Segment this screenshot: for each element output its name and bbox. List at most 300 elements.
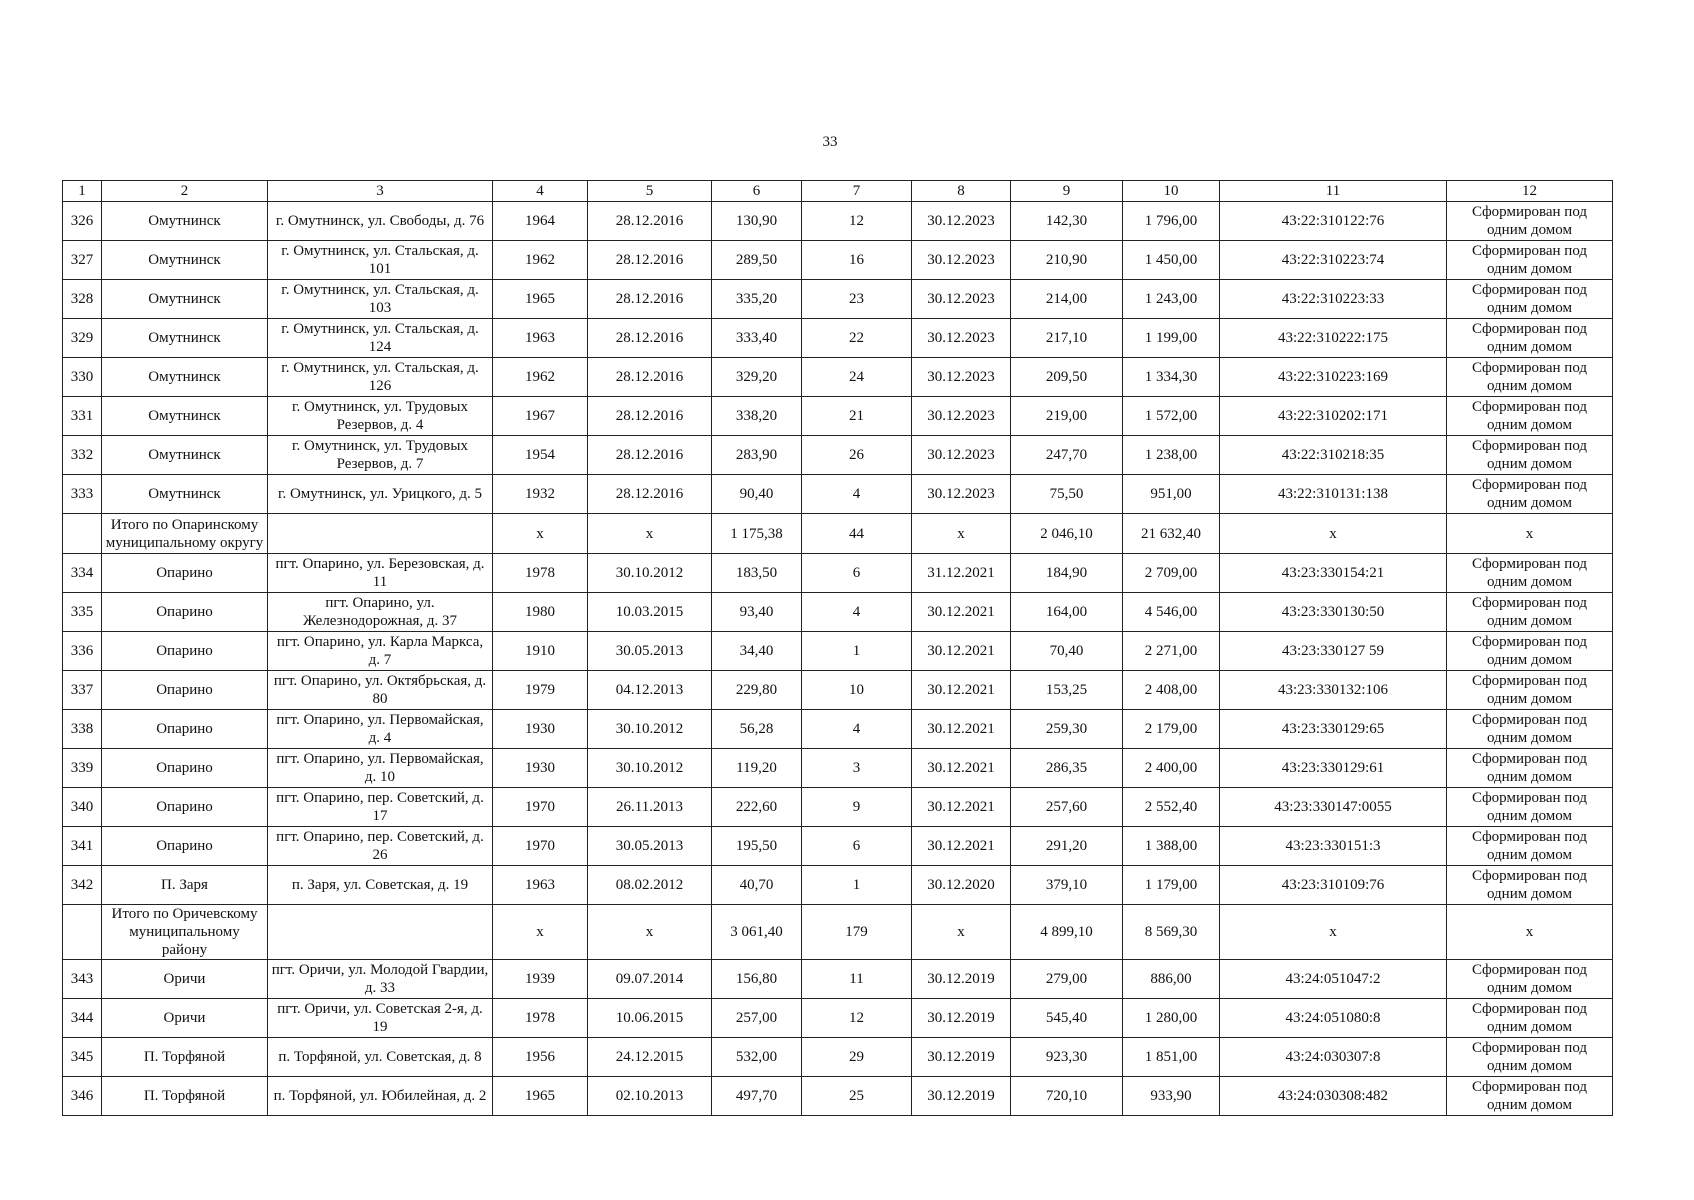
cell-count: 3: [802, 749, 912, 788]
cell-area: 329,20: [712, 358, 802, 397]
cell-settlement: Опарино: [102, 632, 268, 671]
cell-land-area: 1 243,00: [1123, 280, 1220, 319]
table-row: [63, 827, 1613, 866]
cell-year: 1930: [493, 749, 588, 788]
cell-deadline: 30.12.2019: [912, 960, 1011, 999]
column-number: 4: [493, 181, 588, 202]
cell-land-area: 1 334,30: [1123, 358, 1220, 397]
cell-count: 4: [802, 710, 912, 749]
cell-address: пгт. Оричи, ул. Молодой Гвардии, д. 33: [268, 960, 493, 999]
cell-status: Сформирован под одним домом: [1447, 866, 1613, 905]
table-row: [63, 749, 1613, 788]
cell-row-number: 334: [63, 554, 102, 593]
column-number: 7: [802, 181, 912, 202]
cell-row-number: [63, 514, 102, 554]
cell-count: 22: [802, 319, 912, 358]
cell-deadline: 31.12.2021: [912, 554, 1011, 593]
column-number: 12: [1447, 181, 1613, 202]
cell-cadastral-number: 43:22:310131:138: [1220, 475, 1447, 514]
cell-row-number: 338: [63, 710, 102, 749]
cell-settlement: Опарино: [102, 749, 268, 788]
cell-area-2: 279,00: [1011, 960, 1123, 999]
cell-deadline: 30.12.2023: [912, 436, 1011, 475]
cell-row-number: 346: [63, 1077, 102, 1116]
cell-deadline: х: [912, 514, 1011, 554]
cell-area-2: 219,00: [1011, 397, 1123, 436]
cell-settlement: Омутнинск: [102, 319, 268, 358]
table-row: [63, 202, 1613, 241]
cell-area-2: 4 899,10: [1011, 905, 1123, 960]
cell-cadastral-number: 43:22:310218:35: [1220, 436, 1447, 475]
cell-row-number: 326: [63, 202, 102, 241]
cell-count: 23: [802, 280, 912, 319]
cell-address: [268, 514, 493, 554]
cell-land-area: 1 796,00: [1123, 202, 1220, 241]
cell-cadastral-number: 43:24:051080:8: [1220, 999, 1447, 1038]
cell-deadline: 30.12.2021: [912, 827, 1011, 866]
cell-count: 25: [802, 1077, 912, 1116]
cell-area-2: 291,20: [1011, 827, 1123, 866]
cell-deadline: 30.12.2021: [912, 749, 1011, 788]
cell-area-2: 379,10: [1011, 866, 1123, 905]
cell-status: Сформирован под одним домом: [1447, 960, 1613, 999]
cell-status: х: [1447, 514, 1613, 554]
cell-status: Сформирован под одним домом: [1447, 475, 1613, 514]
cell-land-area: 1 450,00: [1123, 241, 1220, 280]
cell-area: 229,80: [712, 671, 802, 710]
table-row: [63, 475, 1613, 514]
cell-area-2: 545,40: [1011, 999, 1123, 1038]
cell-address: пгт. Опарино, ул. Первомайская, д. 10: [268, 749, 493, 788]
cell-year: 1932: [493, 475, 588, 514]
register-table: [62, 180, 1613, 1116]
cell-year: 1962: [493, 358, 588, 397]
cell-date: 28.12.2016: [588, 319, 712, 358]
cell-date: 28.12.2016: [588, 475, 712, 514]
cell-area-2: 70,40: [1011, 632, 1123, 671]
subtotal-row: [63, 514, 1613, 554]
cell-row-number: 329: [63, 319, 102, 358]
cell-date: х: [588, 905, 712, 960]
cell-date: 30.10.2012: [588, 554, 712, 593]
cell-settlement: Опарино: [102, 671, 268, 710]
column-number: 6: [712, 181, 802, 202]
table-row: [63, 554, 1613, 593]
table-row: [63, 319, 1613, 358]
cell-area-2: 210,90: [1011, 241, 1123, 280]
table-row: [63, 671, 1613, 710]
cell-settlement: Оричи: [102, 999, 268, 1038]
cell-cadastral-number: 43:22:310223:33: [1220, 280, 1447, 319]
cell-date: 28.12.2016: [588, 358, 712, 397]
cell-area-2: 259,30: [1011, 710, 1123, 749]
cell-status: Сформирован под одним домом: [1447, 999, 1613, 1038]
cell-cadastral-number: х: [1220, 514, 1447, 554]
cell-settlement: Омутнинск: [102, 475, 268, 514]
cell-deadline: 30.12.2019: [912, 999, 1011, 1038]
cell-land-area: 2 179,00: [1123, 710, 1220, 749]
cell-date: 08.02.2012: [588, 866, 712, 905]
table-row: [63, 358, 1613, 397]
cell-date: 30.05.2013: [588, 632, 712, 671]
cell-status: Сформирован под одним домом: [1447, 397, 1613, 436]
cell-settlement: Опарино: [102, 710, 268, 749]
cell-area-2: 286,35: [1011, 749, 1123, 788]
cell-settlement: Омутнинск: [102, 436, 268, 475]
cell-row-number: [63, 905, 102, 960]
cell-date: 28.12.2016: [588, 436, 712, 475]
cell-deadline: 30.12.2023: [912, 358, 1011, 397]
cell-year: 1962: [493, 241, 588, 280]
cell-settlement: П. Торфяной: [102, 1077, 268, 1116]
cell-area-2: 923,30: [1011, 1038, 1123, 1077]
cell-area: 183,50: [712, 554, 802, 593]
cell-status: Сформирован под одним домом: [1447, 319, 1613, 358]
cell-land-area: 8 569,30: [1123, 905, 1220, 960]
cell-row-number: 330: [63, 358, 102, 397]
cell-cadastral-number: 43:22:310222:175: [1220, 319, 1447, 358]
cell-address: г. Омутнинск, ул. Трудовых Резервов, д. 7: [268, 436, 493, 475]
cell-count: 26: [802, 436, 912, 475]
subtotal-row: [63, 905, 1613, 960]
cell-address: пгт. Опарино, ул. Березовская, д. 11: [268, 554, 493, 593]
cell-settlement: Опарино: [102, 554, 268, 593]
cell-area: 119,20: [712, 749, 802, 788]
cell-settlement: П. Торфяной: [102, 1038, 268, 1077]
cell-address: г. Омутнинск, ул. Урицкого, д. 5: [268, 475, 493, 514]
cell-area: 333,40: [712, 319, 802, 358]
cell-count: 16: [802, 241, 912, 280]
cell-cadastral-number: х: [1220, 905, 1447, 960]
cell-date: 30.05.2013: [588, 827, 712, 866]
cell-count: 1: [802, 632, 912, 671]
cell-year: 1956: [493, 1038, 588, 1077]
cell-year: 1965: [493, 280, 588, 319]
cell-land-area: 1 238,00: [1123, 436, 1220, 475]
cell-address: пгт. Оричи, ул. Советская 2-я, д. 19: [268, 999, 493, 1038]
cell-year: 1954: [493, 436, 588, 475]
table-row: [63, 1038, 1613, 1077]
cell-address: г. Омутнинск, ул. Стальская, д. 101: [268, 241, 493, 280]
cell-land-area: 1 199,00: [1123, 319, 1220, 358]
table-row: [63, 960, 1613, 999]
table-row: [63, 593, 1613, 632]
cell-row-number: 339: [63, 749, 102, 788]
cell-row-number: 345: [63, 1038, 102, 1077]
cell-deadline: 30.12.2019: [912, 1077, 1011, 1116]
cell-cadastral-number: 43:23:330129:65: [1220, 710, 1447, 749]
cell-count: 12: [802, 999, 912, 1038]
cell-address: пгт. Опарино, ул. Октябрьская, д. 80: [268, 671, 493, 710]
cell-area: 40,70: [712, 866, 802, 905]
cell-status: Сформирован под одним домом: [1447, 554, 1613, 593]
column-number: 5: [588, 181, 712, 202]
cell-status: Сформирован под одним домом: [1447, 749, 1613, 788]
cell-address: п. Торфяной, ул. Советская, д. 8: [268, 1038, 493, 1077]
cell-deadline: 30.12.2023: [912, 241, 1011, 280]
cell-area-2: 184,90: [1011, 554, 1123, 593]
cell-land-area: 951,00: [1123, 475, 1220, 514]
cell-address: г. Омутнинск, ул. Стальская, д. 126: [268, 358, 493, 397]
column-number: 10: [1123, 181, 1220, 202]
table-row: [63, 632, 1613, 671]
column-number: 1: [63, 181, 102, 202]
cell-year: 1970: [493, 827, 588, 866]
column-number: 8: [912, 181, 1011, 202]
cell-row-number: 328: [63, 280, 102, 319]
cell-count: 10: [802, 671, 912, 710]
cell-deadline: 30.12.2023: [912, 280, 1011, 319]
cell-count: 179: [802, 905, 912, 960]
cell-row-number: 333: [63, 475, 102, 514]
cell-count: 11: [802, 960, 912, 999]
cell-settlement: Итого по Оричевскому муниципальному району: [102, 905, 268, 960]
cell-area: 222,60: [712, 788, 802, 827]
cell-date: 28.12.2016: [588, 202, 712, 241]
cell-area: 283,90: [712, 436, 802, 475]
cell-row-number: 331: [63, 397, 102, 436]
cell-area-2: 2 046,10: [1011, 514, 1123, 554]
cell-year: 1963: [493, 319, 588, 358]
cell-area-2: 257,60: [1011, 788, 1123, 827]
cell-row-number: 340: [63, 788, 102, 827]
cell-status: Сформирован под одним домом: [1447, 1077, 1613, 1116]
cell-address: г. Омутнинск, ул. Трудовых Резервов, д. 4: [268, 397, 493, 436]
cell-row-number: 332: [63, 436, 102, 475]
cell-date: 30.10.2012: [588, 710, 712, 749]
cell-address: пгт. Опарино, пер. Советский, д. 26: [268, 827, 493, 866]
cell-address: г. Омутнинск, ул. Стальская, д. 124: [268, 319, 493, 358]
cell-cadastral-number: 43:23:330147:0055: [1220, 788, 1447, 827]
cell-cadastral-number: 43:23:330129:61: [1220, 749, 1447, 788]
cell-count: 6: [802, 827, 912, 866]
cell-cadastral-number: 43:22:310223:169: [1220, 358, 1447, 397]
cell-deadline: 30.12.2021: [912, 593, 1011, 632]
cell-area: 130,90: [712, 202, 802, 241]
table-row: [63, 280, 1613, 319]
cell-area: 90,40: [712, 475, 802, 514]
column-number: 9: [1011, 181, 1123, 202]
cell-settlement: Итого по Опаринскому муниципальному округу: [102, 514, 268, 554]
cell-cadastral-number: 43:23:330130:50: [1220, 593, 1447, 632]
cell-cadastral-number: 43:24:030307:8: [1220, 1038, 1447, 1077]
cell-address: пгт. Опарино, пер. Советский, д. 17: [268, 788, 493, 827]
cell-area-2: 164,00: [1011, 593, 1123, 632]
cell-date: 24.12.2015: [588, 1038, 712, 1077]
cell-land-area: 886,00: [1123, 960, 1220, 999]
cell-land-area: 933,90: [1123, 1077, 1220, 1116]
table-row: [63, 788, 1613, 827]
cell-year: х: [493, 905, 588, 960]
cell-year: 1964: [493, 202, 588, 241]
cell-cadastral-number: 43:23:310109:76: [1220, 866, 1447, 905]
cell-count: 9: [802, 788, 912, 827]
cell-settlement: Омутнинск: [102, 397, 268, 436]
cell-status: Сформирован под одним домом: [1447, 202, 1613, 241]
cell-cadastral-number: 43:22:310122:76: [1220, 202, 1447, 241]
cell-date: х: [588, 514, 712, 554]
cell-land-area: 1 179,00: [1123, 866, 1220, 905]
cell-land-area: 1 572,00: [1123, 397, 1220, 436]
cell-deadline: 30.12.2023: [912, 319, 1011, 358]
cell-year: 1967: [493, 397, 588, 436]
cell-count: 1: [802, 866, 912, 905]
column-number: 3: [268, 181, 493, 202]
column-number: 2: [102, 181, 268, 202]
cell-cadastral-number: 43:24:051047:2: [1220, 960, 1447, 999]
cell-year: 1910: [493, 632, 588, 671]
cell-settlement: Оричи: [102, 960, 268, 999]
cell-date: 10.03.2015: [588, 593, 712, 632]
cell-settlement: Опарино: [102, 593, 268, 632]
cell-status: Сформирован под одним домом: [1447, 671, 1613, 710]
cell-row-number: 337: [63, 671, 102, 710]
cell-deadline: 30.12.2023: [912, 475, 1011, 514]
cell-land-area: 2 709,00: [1123, 554, 1220, 593]
cell-cadastral-number: 43:23:330151:3: [1220, 827, 1447, 866]
cell-deadline: х: [912, 905, 1011, 960]
cell-year: 1978: [493, 999, 588, 1038]
cell-deadline: 30.12.2019: [912, 1038, 1011, 1077]
cell-deadline: 30.12.2020: [912, 866, 1011, 905]
cell-date: 04.12.2013: [588, 671, 712, 710]
cell-year: 1980: [493, 593, 588, 632]
table-row: [63, 710, 1613, 749]
cell-land-area: 1 280,00: [1123, 999, 1220, 1038]
cell-area: 335,20: [712, 280, 802, 319]
cell-area-2: 247,70: [1011, 436, 1123, 475]
cell-count: 29: [802, 1038, 912, 1077]
cell-status: Сформирован под одним домом: [1447, 827, 1613, 866]
cell-date: 28.12.2016: [588, 397, 712, 436]
cell-area-2: 720,10: [1011, 1077, 1123, 1116]
cell-area: 56,28: [712, 710, 802, 749]
column-number-row: [63, 181, 1613, 202]
cell-row-number: 343: [63, 960, 102, 999]
cell-cadastral-number: 43:22:310223:74: [1220, 241, 1447, 280]
cell-settlement: Опарино: [102, 788, 268, 827]
cell-date: 02.10.2013: [588, 1077, 712, 1116]
cell-settlement: Опарино: [102, 827, 268, 866]
cell-row-number: 336: [63, 632, 102, 671]
cell-status: Сформирован под одним домом: [1447, 593, 1613, 632]
cell-cadastral-number: 43:22:310202:171: [1220, 397, 1447, 436]
cell-year: х: [493, 514, 588, 554]
cell-year: 1979: [493, 671, 588, 710]
cell-area-2: 142,30: [1011, 202, 1123, 241]
cell-settlement: П. Заря: [102, 866, 268, 905]
table-row: [63, 1077, 1613, 1116]
cell-area: 93,40: [712, 593, 802, 632]
cell-cadastral-number: 43:24:030308:482: [1220, 1077, 1447, 1116]
cell-address: пгт. Опарино, ул. Железнодорожная, д. 37: [268, 593, 493, 632]
cell-year: 1978: [493, 554, 588, 593]
cell-land-area: 2 400,00: [1123, 749, 1220, 788]
cell-status: Сформирован под одним домом: [1447, 1038, 1613, 1077]
cell-address: п. Заря, ул. Советская, д. 19: [268, 866, 493, 905]
cell-land-area: 2 271,00: [1123, 632, 1220, 671]
cell-row-number: 341: [63, 827, 102, 866]
cell-area-2: 75,50: [1011, 475, 1123, 514]
cell-year: 1939: [493, 960, 588, 999]
table-body: [63, 202, 1613, 1116]
cell-count: 21: [802, 397, 912, 436]
cell-area: 156,80: [712, 960, 802, 999]
cell-settlement: Омутнинск: [102, 241, 268, 280]
cell-settlement: Омутнинск: [102, 202, 268, 241]
cell-date: 28.12.2016: [588, 280, 712, 319]
cell-date: 30.10.2012: [588, 749, 712, 788]
cell-area: 338,20: [712, 397, 802, 436]
cell-date: 09.07.2014: [588, 960, 712, 999]
cell-date: 10.06.2015: [588, 999, 712, 1038]
cell-area-2: 209,50: [1011, 358, 1123, 397]
cell-address: г. Омутнинск, ул. Стальская, д. 103: [268, 280, 493, 319]
cell-row-number: 335: [63, 593, 102, 632]
cell-area: 532,00: [712, 1038, 802, 1077]
cell-settlement: Омутнинск: [102, 280, 268, 319]
cell-count: 4: [802, 475, 912, 514]
cell-area-2: 214,00: [1011, 280, 1123, 319]
cell-land-area: 2 408,00: [1123, 671, 1220, 710]
cell-date: 26.11.2013: [588, 788, 712, 827]
cell-area: 497,70: [712, 1077, 802, 1116]
cell-area: 257,00: [712, 999, 802, 1038]
cell-status: Сформирован под одним домом: [1447, 358, 1613, 397]
cell-status: Сформирован под одним домом: [1447, 788, 1613, 827]
cell-area-2: 153,25: [1011, 671, 1123, 710]
cell-date: 28.12.2016: [588, 241, 712, 280]
cell-address: пгт. Опарино, ул. Первомайская, д. 4: [268, 710, 493, 749]
cell-area-2: 217,10: [1011, 319, 1123, 358]
cell-count: 6: [802, 554, 912, 593]
cell-row-number: 344: [63, 999, 102, 1038]
cell-year: 1970: [493, 788, 588, 827]
cell-status: Сформирован под одним домом: [1447, 436, 1613, 475]
cell-address: [268, 905, 493, 960]
cell-deadline: 30.12.2021: [912, 788, 1011, 827]
cell-status: Сформирован под одним домом: [1447, 280, 1613, 319]
table-row: [63, 866, 1613, 905]
cell-area: 3 061,40: [712, 905, 802, 960]
cell-address: п. Торфяной, ул. Юбилейная, д. 2: [268, 1077, 493, 1116]
cell-count: 44: [802, 514, 912, 554]
cell-status: Сформирован под одним домом: [1447, 632, 1613, 671]
cell-cadastral-number: 43:23:330154:21: [1220, 554, 1447, 593]
cell-status: Сформирован под одним домом: [1447, 710, 1613, 749]
table-row: [63, 436, 1613, 475]
cell-count: 12: [802, 202, 912, 241]
cell-year: 1930: [493, 710, 588, 749]
cell-land-area: 4 546,00: [1123, 593, 1220, 632]
cell-address: г. Омутнинск, ул. Свободы, д. 76: [268, 202, 493, 241]
cell-deadline: 30.12.2021: [912, 671, 1011, 710]
cell-settlement: Омутнинск: [102, 358, 268, 397]
cell-count: 24: [802, 358, 912, 397]
cell-year: 1965: [493, 1077, 588, 1116]
cell-land-area: 2 552,40: [1123, 788, 1220, 827]
cell-land-area: 1 851,00: [1123, 1038, 1220, 1077]
column-number: 11: [1220, 181, 1447, 202]
cell-status: х: [1447, 905, 1613, 960]
page-number: 33: [822, 134, 838, 150]
table-row: [63, 241, 1613, 280]
cell-deadline: 30.12.2021: [912, 632, 1011, 671]
cell-count: 4: [802, 593, 912, 632]
cell-area: 195,50: [712, 827, 802, 866]
cell-address: пгт. Опарино, ул. Карла Маркса, д. 7: [268, 632, 493, 671]
table-row: [63, 999, 1613, 1038]
